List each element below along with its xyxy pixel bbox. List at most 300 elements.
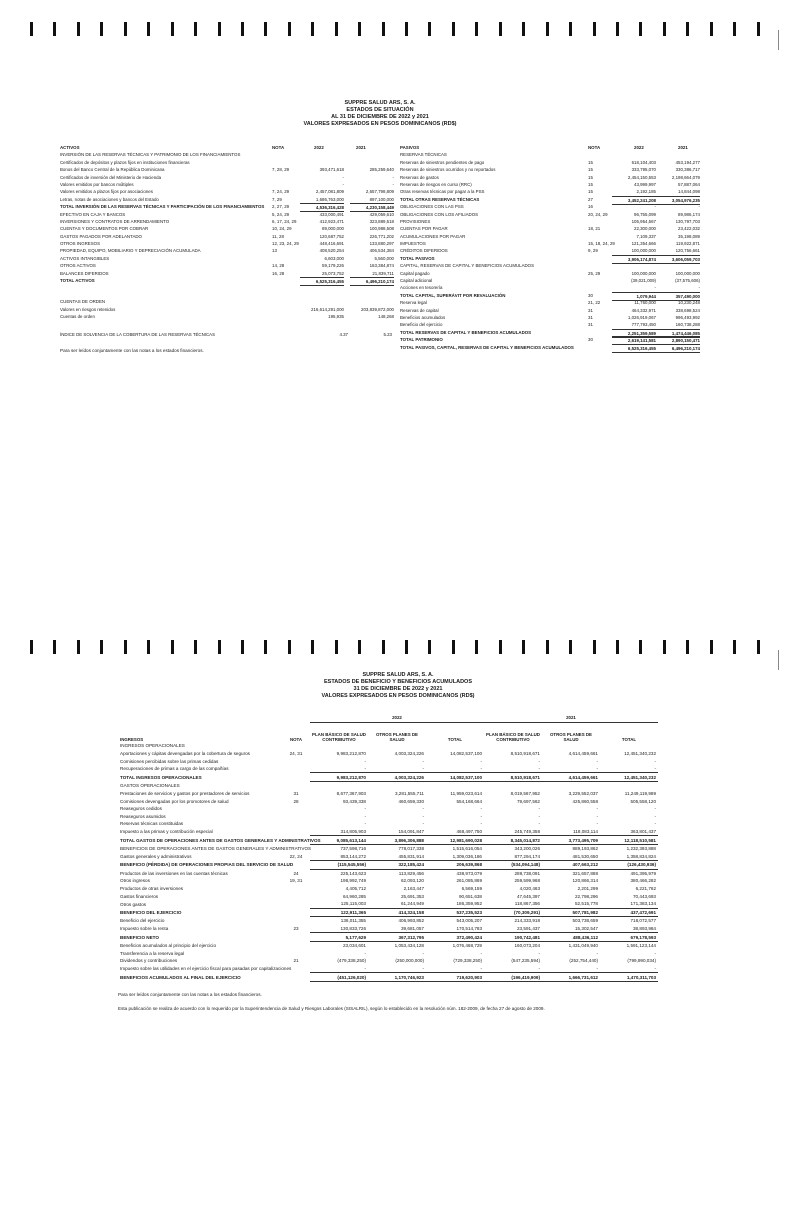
income-row (118, 957, 658, 965)
row-label: TOTAL PASIVOS, CAPITAL, RESERVAS DE CAPITAL Y BENEFICIOS ACUMULADOS (400, 344, 574, 350)
row-value: 118,867,356 (514, 901, 540, 907)
row-nota: 16, 28 (272, 270, 285, 276)
statement-row (400, 344, 700, 351)
row-label: Bonos del Banco Central de la República Dominicana (60, 167, 165, 173)
row-nota: 30 (588, 337, 593, 343)
row-v2022: 448,416,691 (319, 241, 344, 247)
row-value: - (538, 758, 540, 764)
row-value: 52,515,778 (575, 901, 598, 907)
row-nota (282, 973, 310, 982)
row-value: 3,229,552,037 (568, 790, 598, 796)
row-label: Acciones en tesorería (400, 285, 443, 291)
row-value (426, 782, 484, 790)
income-row (118, 908, 658, 917)
income-row (118, 828, 658, 836)
row-value: 3,281,555,711 (394, 790, 424, 796)
row-value: 170,514,783 (456, 926, 482, 932)
row-label: Reservas de siniestros ocurridos y no reportados (400, 167, 496, 173)
row-nota: 15 (588, 174, 593, 180)
row-value: 14,082,537,100 (426, 773, 484, 782)
row-v2021: 323,889,518 (369, 218, 394, 224)
statement-row (60, 218, 394, 225)
income-statement (118, 672, 678, 1012)
row-value: 214,333,918 (514, 918, 540, 924)
row-value: 5,177,629 (310, 933, 368, 942)
row-value: (729,338,250) (453, 958, 482, 964)
row-v2021: 35,198,089 (678, 233, 700, 239)
row-value: 11,249,119,989 (624, 790, 656, 796)
row-value: 1,358,834,824 (626, 853, 656, 859)
row-label: PROPIEDAD, EQUIPO, MOBILIARIO Y DEPRECIACIÓN ACUMULADA (60, 248, 201, 254)
row-value: 136,011,355 (340, 918, 366, 924)
row-value: 1,309,036,186 (452, 853, 482, 859)
row-v2022: 1,079,944 (612, 292, 656, 301)
row-v2022: 22,300,000 (634, 226, 656, 232)
row-label: TOTAL ACTIVOS (60, 278, 95, 284)
row-v2021: 897,100,000 (369, 196, 394, 202)
statement-row (60, 298, 380, 305)
row-v2021: 6,496,210,174 (656, 344, 700, 353)
row-value: - (654, 950, 656, 956)
row-v2021: - (698, 285, 700, 291)
row-value: - (422, 766, 424, 772)
row-nota: 6, 17, 24, 29 (272, 218, 297, 224)
row-nota: 12, 23, 24, 29 (272, 241, 299, 247)
row-v2022: 2,192,185 (636, 189, 656, 195)
income-row (118, 973, 658, 982)
row-label: Certificados de depósitos y plazos fijos en instituciones financieras (60, 159, 190, 165)
row-value: 1,470,311,703 (600, 973, 658, 982)
income-row (118, 925, 658, 933)
row-value: 719,620,903 (426, 973, 484, 982)
row-label: Otros gastos (120, 901, 147, 907)
row-value: 367,312,795 (368, 933, 426, 942)
row-v2022: 2,251,359,589 (612, 329, 656, 338)
row-nota (282, 805, 310, 813)
liabilities-column (400, 144, 700, 351)
statement-row (400, 166, 700, 173)
income-row (118, 812, 658, 820)
row-label: CAPITAL, RESERVAS DE CAPITAL Y BENEFICIOS ACUMULADOS (400, 263, 535, 269)
row-label: Reservas de riesgos en curso (RRC) (400, 181, 472, 187)
row-value: - (480, 813, 482, 819)
row-nota: 20, 24, 29 (588, 211, 608, 217)
row-nota: 5, 24, 29 (272, 211, 290, 217)
liabilities-table (400, 151, 700, 351)
statement-row (400, 255, 700, 262)
row-label: INVERSIÓN DE LAS RESERVAS TÉCNICAS Y PATRIMONIO DE LOS FINANCIAMIENTOS (60, 152, 241, 158)
row-v2021: 2,890,150,471 (656, 336, 700, 345)
statement-row (60, 211, 394, 218)
row-v2022: - (342, 174, 344, 180)
row-label: TOTAL INVERSIÓN DE LAS RESERVAS TÉCNICAS Y PARTICIPACIÓN DE LOS FINANCIAMIENTOS (60, 204, 265, 210)
row-v2022: 2,457,081,809 (315, 189, 344, 195)
is-company: SUPPRE SALUD ARS, S. A. (362, 672, 434, 678)
row-label: EFECTIVO EN CAJA Y BANCOS (60, 211, 126, 217)
row-nota: 7, 24, 29 (272, 189, 290, 195)
row-label: Beneficio del ejercicio (400, 322, 443, 328)
row-v2021: 160,738,288 (675, 322, 700, 328)
row-v2022: 1,026,919,067 (627, 314, 656, 320)
row-label: Reservas de siniestros pendientes de pago (400, 159, 485, 165)
statement-row (60, 151, 380, 158)
row-value: 120,866,314 (572, 878, 598, 884)
row-v2022: 618,104,403 (631, 159, 656, 165)
income-row (118, 844, 658, 852)
row-v2022: 121,354,666 (631, 241, 656, 247)
row-label: Otras reservas técnicas por pagar a la PSS (400, 189, 485, 195)
income-row (118, 742, 658, 750)
row-value: - (480, 966, 482, 972)
row-v2021: 120,756,661 (675, 248, 700, 254)
row-value: - (422, 758, 424, 764)
row-v2022: 6,603,000 (324, 255, 344, 261)
row-v2021: 406,534,384 (369, 248, 394, 254)
row-nota (282, 765, 310, 773)
row-value (426, 742, 484, 750)
col-header: INGRESOS (120, 737, 144, 743)
row-nota (282, 917, 310, 925)
row-label: Valores emitidos a plazos fijos por asociaciones (60, 189, 153, 195)
row-value: - (422, 950, 424, 956)
row-nota (282, 900, 310, 908)
row-value: - (422, 806, 424, 812)
binder-holes-top (30, 22, 760, 40)
bs-date: AL 31 DE DICIEMBRE DE 2022 y 2021 (331, 114, 429, 120)
row-label: OTROS INGRESOS (60, 241, 101, 247)
row-v2022: - (654, 285, 656, 291)
row-nota: 31 (588, 307, 593, 313)
row-value: 9,983,212,870 (310, 773, 368, 782)
row-value: 853,144,272 (340, 853, 366, 859)
row-label: OBLIGACIONES CON LOS AFILIADOS (400, 211, 479, 217)
col-header: PLAN BÁSICO DE SALUD CONTRIBUTIVO (486, 732, 540, 743)
page-edge-middle (778, 650, 788, 670)
row-label: Aportaciones y cápitas devengadas por la cobertura de seguros (120, 750, 250, 756)
statement-row (60, 247, 394, 254)
row-v2021: 2,198,664,079 (671, 174, 700, 180)
solvency-ratio-row: ÍNDICE DE SOLVENCIA DE LA COBERTURA DE LAS RESERVAS TÉCNICAS 4.37 5.23 (60, 331, 392, 337)
row-nota: 15 (588, 181, 593, 187)
row-label: Productos de otras inversiones (120, 886, 184, 892)
row-value: (479,338,250) (337, 958, 366, 964)
statement-row (60, 188, 394, 195)
row-v2021: 89,986,174 (678, 211, 700, 217)
statement-row (400, 284, 700, 291)
row-label: Valores emitidos por bancos múltiples (60, 181, 134, 187)
row-nota: 15 (588, 159, 593, 165)
row-v2022: 4,536,316,428 (300, 203, 344, 212)
row-value: - (654, 766, 656, 772)
row-v2022: 100,000,000 (631, 248, 656, 254)
row-value: (196,419,909) (484, 973, 542, 982)
row-value: - (364, 766, 366, 772)
col-header: PLAN BÁSICO DE SALUD CONTRIBUTIVO (312, 732, 366, 743)
row-value: 1,515,616,054 (452, 846, 482, 852)
balance-sheet (60, 100, 700, 464)
row-value: 23,034,601 (343, 943, 366, 949)
row-nota (282, 941, 310, 949)
income-row (118, 820, 658, 828)
row-nota: 23 (293, 926, 299, 932)
income-row (118, 950, 658, 958)
row-value: 425,860,558 (572, 798, 598, 804)
row-label: CUENTAS Y DOCUMENTOS POR COBRAR (60, 226, 149, 232)
row-nota: 28 (293, 798, 299, 804)
row-value: 468,497,750 (456, 828, 482, 834)
income-row (118, 941, 658, 949)
col-header: TOTAL (621, 737, 637, 743)
statement-row (400, 151, 700, 158)
col-header: TOTAL (447, 737, 463, 743)
row-label: Impuesto sobre la renta (120, 926, 169, 932)
row-value: - (538, 950, 540, 956)
row-value: 171,383,134 (630, 901, 656, 907)
row-v2022: 1,686,763,000 (315, 196, 344, 202)
row-label: TOTAL OTRAS RESERVAS TÉCNICAS (400, 196, 480, 202)
row-value: 12,451,340,232 (624, 750, 656, 756)
row-label: TOTAL CAPITAL, SUPERÁVIT POR REVALUACIÓN (400, 292, 506, 298)
row-v2022: - (654, 204, 656, 210)
row-value: - (596, 966, 598, 972)
statement-row (400, 218, 700, 225)
row-nota: 30 (588, 292, 593, 298)
row-label: Impuesto a las primas y contribución especial (120, 829, 213, 835)
income-row (118, 790, 658, 798)
row-value: 8,345,014,872 (484, 836, 542, 845)
statement-row (60, 277, 394, 285)
row-v2021: 6,496,210,174 (350, 277, 394, 286)
row-label: Capital adicional (400, 278, 433, 284)
row-value: - (422, 966, 424, 972)
row-value: - (364, 813, 366, 819)
row-v2022: 105,954,567 (631, 218, 656, 224)
row-value: 11,959,023,614 (450, 790, 482, 796)
row-label: Comisiones devengadas por los promotores de salud (120, 798, 229, 804)
row-label: INGRESOS OPERACIONALES (120, 743, 185, 749)
row-value: 537,235,523 (426, 908, 484, 917)
row-value: 406,993,852 (398, 918, 424, 924)
row-v2021: - (392, 174, 394, 180)
row-label: Transferencia a la reserva legal (120, 950, 185, 956)
row-value: 455,831,914 (398, 853, 424, 859)
row-value: 3,896,306,888 (368, 836, 426, 845)
row-v2021: 133,880,297 (369, 241, 394, 247)
row-value: 778,017,338 (398, 846, 424, 852)
row-label: PROVISIONES (400, 218, 431, 224)
row-nota: 21 (293, 958, 299, 964)
row-nota: 22, 24 (289, 853, 303, 859)
row-value: 321,657,888 (572, 870, 598, 876)
statement-row (60, 255, 394, 262)
bs-currency: VALORES EXPRESADOS EN PESOS DOMINICANOS (RD$) (303, 121, 457, 127)
row-value: 4,614,459,661 (568, 750, 598, 756)
row-label: Certificados de inversión del Ministerio de Hacienda (60, 174, 162, 180)
row-value: 554,168,664 (456, 798, 482, 804)
row-value: 1,170,746,923 (368, 973, 426, 982)
statement-row (400, 329, 700, 336)
row-value (600, 742, 658, 750)
row-label: INVERSIONES Y CONTRATOS DE ARRENDAMIENTO (60, 218, 170, 224)
row-value: 6,569,159 (461, 886, 482, 892)
row-label: RESERVAS TÉCNICAS (400, 152, 447, 158)
row-value: 4,405,712 (345, 886, 366, 892)
row-v2022: 777,793,450 (631, 322, 656, 328)
row-v2021: - (698, 204, 700, 210)
row-label: TOTAL GASTOS DE OPERACIONES ANTES DE GASTOS GENERALES Y ADMINISTRATIVOS (120, 837, 321, 843)
row-value: 1,053,434,128 (394, 943, 424, 949)
row-value: 113,829,456 (398, 870, 424, 876)
row-label: Beneficios acumulados al principio del ejercicio (120, 942, 217, 948)
row-value: - (364, 950, 366, 956)
row-nota (282, 933, 310, 942)
row-value: 118,083,114 (573, 828, 598, 834)
row-value: 1,076,468,729 (452, 943, 482, 949)
income-row (118, 861, 658, 870)
row-value: (799,990,034) (627, 958, 656, 964)
row-v2021: 3,054,976,235 (656, 196, 700, 205)
statement-row (60, 313, 394, 320)
bs-footnote: Para ser leídos conjuntamente con las notas a los estados financieros. (60, 347, 204, 353)
statement-row (60, 306, 394, 313)
statement-row (60, 203, 394, 211)
row-value (542, 742, 600, 750)
bs-title: ESTADOS DE SITUACIÓN (346, 107, 414, 113)
row-nota (282, 812, 310, 820)
row-v2022: 100,000,000 (631, 270, 656, 276)
row-value: 125,115,003 (340, 901, 366, 907)
row-v2021: 1,474,446,085 (656, 329, 700, 338)
row-v2021: 14,844,098 (678, 189, 700, 195)
row-value (368, 782, 426, 790)
row-value: 503,738,659 (572, 918, 598, 924)
statement-row (60, 174, 394, 181)
row-v2021: 163,384,874 (369, 263, 394, 269)
statement-row (60, 166, 394, 173)
row-v2021: 2,657,798,809 (365, 189, 394, 195)
statement-row (400, 321, 700, 328)
statement-row (400, 233, 700, 240)
row-value: 64,960,285 (343, 893, 366, 899)
row-label: Beneficio del ejercicio (120, 918, 165, 924)
row-value: (126,430,936) (600, 861, 658, 870)
income-row (118, 805, 658, 813)
page-edge-top (778, 30, 788, 50)
row-value: 15,302,547 (575, 926, 598, 932)
row-nota: 24, 31 (289, 750, 303, 756)
row-label: Reaseguros asumidos (120, 813, 166, 819)
row-label: IMPUESTOS (400, 241, 426, 247)
statement-row (400, 240, 700, 247)
row-v2022: 333,795,070 (631, 167, 656, 173)
statement-row (400, 203, 700, 210)
col-header: NOTA (289, 737, 303, 743)
row-value: - (480, 950, 482, 956)
row-label: BALANCES DIFERIDOS (60, 270, 109, 276)
row-value: 9,983,212,870 (336, 750, 366, 756)
row-nota: 16 (588, 204, 593, 210)
row-value: 160,073,204 (514, 943, 540, 949)
year-header-row (118, 714, 658, 722)
row-v2022: 11,760,000 (634, 300, 656, 306)
row-nota: 19, 31 (289, 878, 303, 884)
row-value: - (538, 766, 540, 772)
statement-row (60, 240, 394, 247)
row-nota: 15, 18, 24, 29 (588, 241, 615, 247)
row-value: - (654, 821, 656, 827)
col-header: OTROS PLANES DE SALUD (550, 732, 592, 743)
row-label: BENEFICIO DEL EJERCICIO (120, 909, 182, 915)
row-value: 363,801,437 (630, 828, 656, 834)
row-value: 9,085,613,144 (310, 836, 368, 845)
row-v2022: 433,000,491 (319, 211, 344, 217)
row-label: Reservas técnicas constituidas (120, 821, 184, 827)
row-value: 289,738,091 (514, 870, 540, 876)
row-value: - (654, 758, 656, 764)
year-a: 2022 (310, 714, 484, 722)
row-v2021: 119,922,871 (675, 241, 700, 247)
row-label: Dividendos y contribuciones (120, 958, 178, 964)
row-value: - (538, 966, 540, 972)
statement-row (60, 270, 394, 277)
row-value: 61,244,949 (401, 901, 424, 907)
row-value: 62,093,120 (401, 878, 424, 884)
statement-row (400, 211, 700, 218)
row-label: TOTAL PASIVOS (400, 255, 435, 261)
is-footnote-2: Esta publicación se realiza de acuerdo con lo requerido por la Superintendencia de Salud y Riesgos Laborales (SISALRIL), según lo establecido en la resolución núm. 182-2009, de fecha 27 de agosto de 2009. (118, 1005, 545, 1011)
memo-accounts (60, 298, 394, 320)
row-nota (282, 773, 310, 782)
row-nota (282, 950, 310, 958)
row-label: CUENTAS DE ORDEN (60, 299, 106, 305)
row-label: Reservas de capital (400, 307, 439, 313)
row-nota: 27 (588, 196, 593, 202)
row-label: Beneficios acumulados (400, 314, 446, 320)
row-value: 4,003,324,226 (394, 750, 424, 756)
row-value: - (480, 821, 482, 827)
row-value: (451,126,020) (310, 973, 368, 982)
row-label: BENEFICIO (PÉRDIDA) DE OPERACIONES PROPIAS DEL SERVICIO DE SALUD (120, 862, 294, 868)
statement-row (60, 262, 394, 269)
row-value: 1,431,049,940 (568, 943, 598, 949)
row-v2021: 357,490,000 (656, 292, 700, 301)
row-value: - (538, 821, 540, 827)
year-b: 2021 (484, 714, 658, 722)
assets-table (60, 151, 394, 285)
row-value: 481,530,650 (572, 853, 598, 859)
row-value: 4,003,324,226 (368, 773, 426, 782)
income-row (118, 965, 658, 973)
row-value: - (654, 813, 656, 819)
is-currency: VALORES EXPRESADOS EN PESOS DOMINICANOS (RD$) (321, 693, 475, 699)
row-label: Letras, notas de asociaciones y bancos del Estado (60, 196, 159, 202)
row-v2021: 100,988,508 (369, 226, 394, 232)
row-value (310, 782, 368, 790)
row-value: 12,981,690,028 (426, 836, 484, 845)
row-value (484, 742, 542, 750)
income-row (118, 917, 658, 925)
is-title: ESTADOS DE BENEFICIO Y BENEFICIOS ACUMULADOS (323, 679, 472, 685)
row-value: 38,893,984 (633, 926, 656, 932)
income-row (118, 900, 658, 908)
income-table (118, 714, 658, 982)
is-footnote-1: Para ser leídos conjuntamente con las notas a los estados financieros. (118, 991, 262, 997)
statement-row (400, 270, 700, 277)
column-header-row (118, 722, 658, 742)
statement-row (400, 188, 700, 195)
statement-row (60, 225, 394, 232)
row-value: (547,235,594) (511, 958, 540, 964)
